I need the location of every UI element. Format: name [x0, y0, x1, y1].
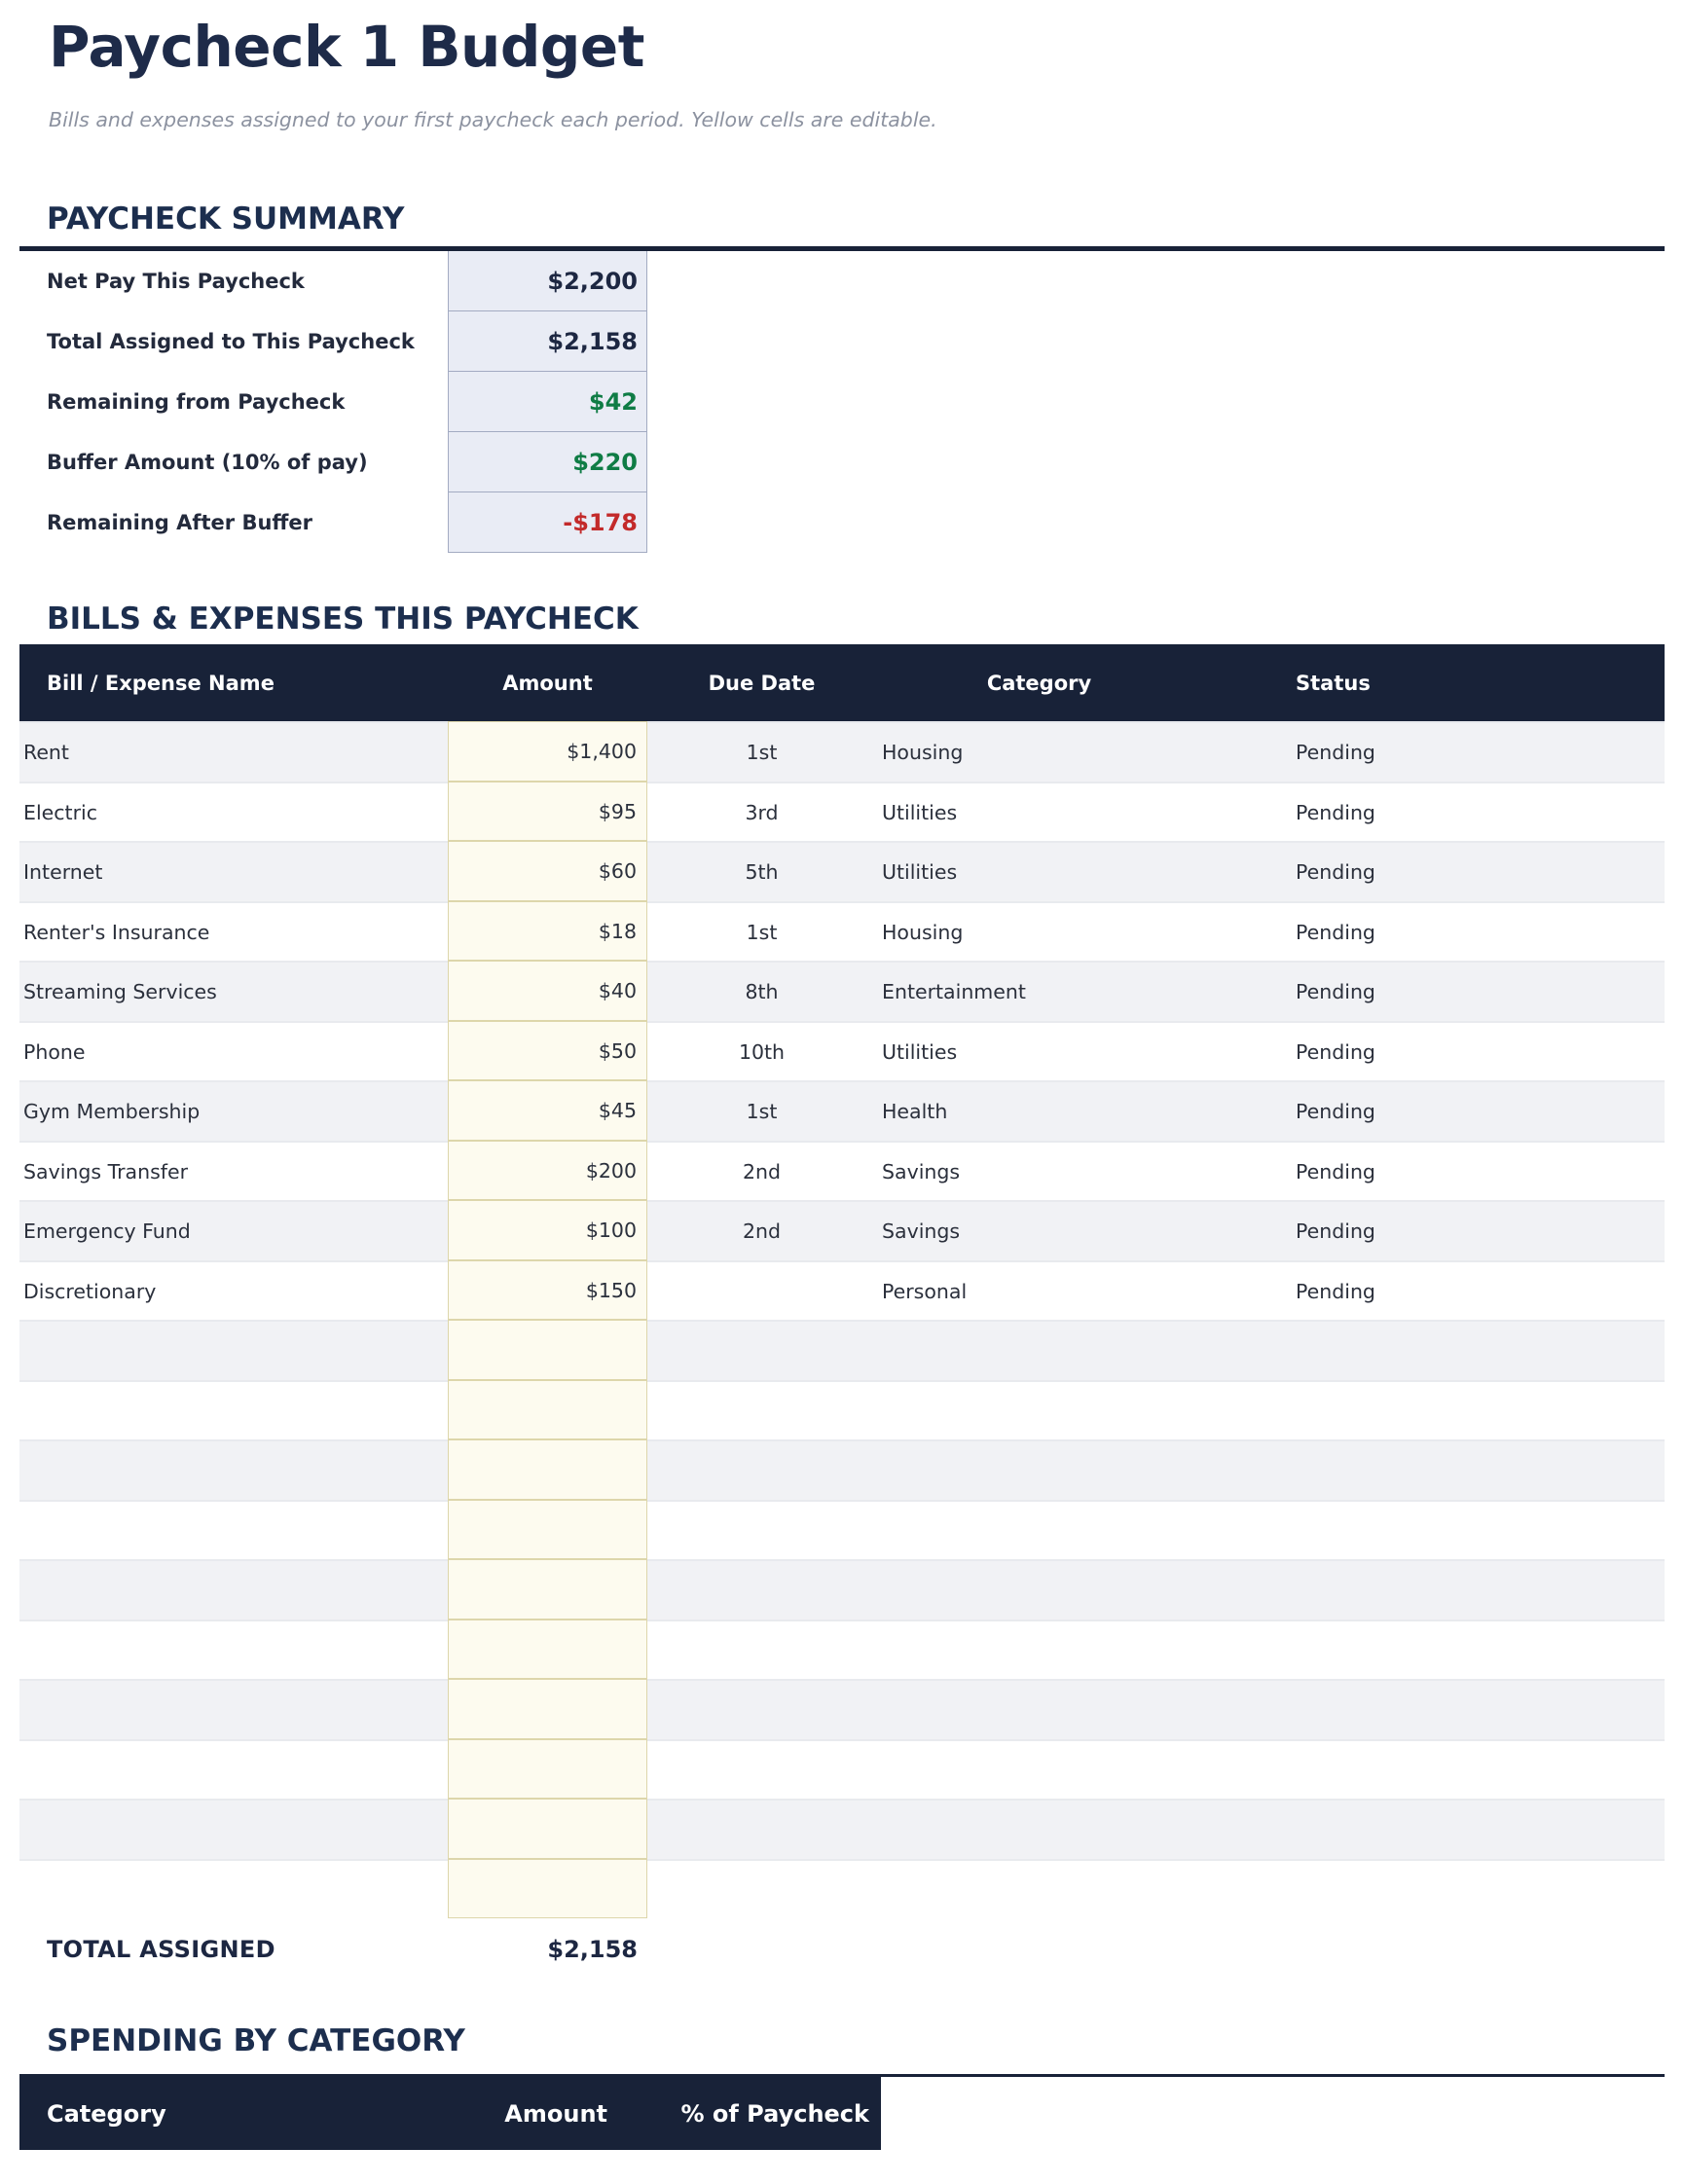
due-date-cell	[647, 1561, 876, 1620]
total-assigned-label: TOTAL ASSIGNED	[47, 1936, 275, 1964]
due-date-cell: 2nd	[742, 1219, 782, 1244]
bill-name-cell	[19, 1502, 448, 1560]
category-cell	[876, 1621, 1202, 1680]
status-cell	[1202, 1502, 1665, 1560]
amount-editable-cell[interactable]: $100	[448, 1200, 647, 1260]
category-cell	[876, 1801, 1202, 1859]
table-row	[19, 721, 1665, 782]
bill-name-cell	[19, 1322, 448, 1380]
summary-row	[19, 372, 1665, 432]
amount-editable-cell[interactable]	[448, 1439, 647, 1500]
summary-row	[19, 311, 1665, 372]
status-cell: Pending	[1296, 1219, 1375, 1244]
bills-table	[19, 644, 1665, 1918]
category-cell: Health	[882, 1100, 948, 1124]
spending-table	[19, 2074, 1665, 2150]
empty-table-row	[19, 1739, 1665, 1800]
status-cell	[1202, 1382, 1665, 1440]
summary-row	[19, 492, 1665, 553]
amount-editable-cell[interactable]	[448, 1859, 647, 1919]
table-row	[19, 782, 1665, 842]
amount-editable-cell[interactable]	[448, 1799, 647, 1859]
bill-name-cell	[19, 1621, 448, 1680]
column-header-pct-of-paycheck: % of Paycheck	[680, 2099, 869, 2128]
bill-name-cell: Streaming Services	[23, 980, 217, 1004]
due-date-cell: 3rd	[745, 800, 779, 824]
summary-row-label: Total Assigned to This Paycheck	[47, 330, 415, 354]
summary-row-value: -$178	[448, 492, 647, 553]
bills-table-header	[19, 644, 1665, 721]
page-subtitle: Bills and expenses assigned to your first paycheck each period. Yellow cells are editable.	[49, 107, 937, 131]
bill-name-cell: Savings Transfer	[23, 1159, 189, 1183]
status-cell	[1202, 1322, 1665, 1380]
bill-name-cell	[19, 1801, 448, 1859]
empty-table-row	[19, 1679, 1665, 1739]
column-header-amount: Amount	[502, 671, 593, 695]
summary-row-label: Net Pay This Paycheck	[47, 270, 305, 294]
due-date-cell: 1st	[746, 741, 778, 765]
column-header-due-date: Due Date	[708, 671, 816, 695]
spending-section-heading: SPENDING BY CATEGORY	[47, 2023, 465, 2059]
table-row	[19, 961, 1665, 1021]
due-date-cell: 5th	[745, 860, 779, 885]
status-cell	[1202, 1801, 1665, 1859]
due-date-cell: 8th	[745, 980, 779, 1004]
table-row	[19, 1200, 1665, 1260]
bill-name-cell: Phone	[23, 1039, 86, 1064]
bill-name-cell: Internet	[23, 860, 103, 885]
due-date-cell	[647, 1322, 876, 1380]
category-cell	[876, 1741, 1202, 1800]
bill-name-cell: Rent	[23, 741, 69, 765]
bill-name-cell	[19, 1382, 448, 1440]
bill-name-cell: Discretionary	[23, 1279, 157, 1303]
due-date-cell: 1st	[746, 1100, 778, 1124]
total-assigned-row	[19, 1918, 1665, 1981]
summary-row-value: $2,158	[448, 311, 647, 372]
status-cell: Pending	[1296, 1039, 1375, 1064]
bill-name-cell: Emergency Fund	[23, 1219, 191, 1244]
status-cell: Pending	[1296, 1159, 1375, 1183]
status-cell: Pending	[1296, 1100, 1375, 1124]
category-cell	[876, 1322, 1202, 1380]
due-date-cell	[647, 1861, 876, 1919]
due-date-cell	[647, 1621, 876, 1680]
status-cell: Pending	[1296, 1279, 1375, 1303]
amount-editable-cell[interactable]	[448, 1500, 647, 1560]
due-date-cell	[647, 1502, 876, 1560]
bill-name-cell	[19, 1441, 448, 1500]
summary-row-value: $42	[448, 372, 647, 432]
status-cell	[1202, 1681, 1665, 1739]
table-row	[19, 841, 1665, 901]
empty-table-row	[19, 1559, 1665, 1620]
amount-editable-cell[interactable]	[448, 1320, 647, 1380]
status-cell: Pending	[1296, 980, 1375, 1004]
due-date-cell	[647, 1801, 876, 1859]
category-cell	[876, 1441, 1202, 1500]
amount-editable-cell[interactable]: $18	[448, 901, 647, 962]
status-cell	[1202, 1441, 1665, 1500]
empty-table-row	[19, 1380, 1665, 1440]
status-cell	[1202, 1561, 1665, 1620]
status-cell	[1202, 1861, 1665, 1919]
category-cell: Savings	[882, 1219, 961, 1244]
empty-table-row	[19, 1439, 1665, 1500]
due-date-cell	[647, 1262, 876, 1321]
amount-editable-cell[interactable]: $45	[448, 1080, 647, 1141]
amount-editable-cell[interactable]	[448, 1679, 647, 1739]
column-header-name: Bill / Expense Name	[47, 671, 275, 695]
summary-row-value: $220	[448, 432, 647, 492]
category-cell	[876, 1382, 1202, 1440]
category-cell	[876, 1861, 1202, 1919]
status-cell: Pending	[1296, 920, 1375, 944]
amount-editable-cell[interactable]	[448, 1620, 647, 1680]
column-header-category: Category	[47, 2099, 166, 2128]
category-cell	[876, 1561, 1202, 1620]
status-cell: Pending	[1296, 741, 1375, 765]
empty-table-row	[19, 1320, 1665, 1380]
empty-table-row	[19, 1859, 1665, 1919]
table-row	[19, 1080, 1665, 1141]
due-date-cell	[647, 1741, 876, 1800]
column-header-category: Category	[986, 671, 1092, 695]
bill-name-cell: Gym Membership	[23, 1100, 201, 1124]
status-cell: Pending	[1296, 860, 1375, 885]
category-cell: Utilities	[882, 1039, 958, 1064]
amount-editable-cell[interactable]: $95	[448, 782, 647, 842]
bill-name-cell	[19, 1681, 448, 1739]
amount-editable-cell[interactable]: $60	[448, 841, 647, 901]
summary-row-value: $2,200	[448, 251, 647, 311]
bills-section-heading: BILLS & EXPENSES THIS PAYCHECK	[47, 601, 639, 637]
status-cell	[1202, 1621, 1665, 1680]
budget-sheet	[19, 14, 1665, 2150]
status-cell: Pending	[1296, 800, 1375, 824]
summary-row	[19, 432, 1665, 492]
summary-row-label: Buffer Amount (10% of pay)	[47, 451, 368, 475]
bill-name-cell: Renter's Insurance	[23, 920, 210, 944]
table-row	[19, 901, 1665, 962]
table-row	[19, 1021, 1665, 1081]
category-cell: Utilities	[882, 860, 958, 885]
category-cell: Housing	[882, 920, 964, 944]
due-date-cell: 1st	[746, 920, 778, 944]
spending-table-header	[19, 2077, 881, 2150]
amount-editable-cell[interactable]	[448, 1739, 647, 1800]
due-date-cell	[647, 1441, 876, 1500]
page-title: Paycheck 1 Budget	[49, 14, 644, 80]
empty-table-row	[19, 1500, 1665, 1560]
amount-editable-cell[interactable]: $200	[448, 1141, 647, 1201]
summary-section-heading: PAYCHECK SUMMARY	[47, 201, 405, 237]
status-cell	[1202, 1741, 1665, 1800]
amount-editable-cell[interactable]: $1,400	[448, 721, 647, 782]
summary-row-label: Remaining from Paycheck	[47, 390, 346, 415]
category-cell: Housing	[882, 741, 964, 765]
bill-name-cell	[19, 1861, 448, 1919]
empty-table-row	[19, 1799, 1665, 1859]
category-cell	[876, 1681, 1202, 1739]
due-date-cell: 10th	[738, 1039, 786, 1064]
amount-editable-cell[interactable]: $50	[448, 1021, 647, 1081]
summary-row	[19, 251, 1665, 311]
table-row	[19, 1260, 1665, 1321]
bill-name-cell: Electric	[23, 800, 97, 824]
due-date-cell: 2nd	[742, 1159, 782, 1183]
amount-editable-cell[interactable]	[448, 1559, 647, 1620]
category-cell: Savings	[882, 1159, 961, 1183]
summary-row-label: Remaining After Buffer	[47, 511, 313, 535]
bill-name-cell	[19, 1561, 448, 1620]
category-cell: Entertainment	[882, 980, 1026, 1004]
due-date-cell	[647, 1382, 876, 1440]
bill-name-cell	[19, 1741, 448, 1800]
table-row	[19, 1141, 1665, 1201]
total-assigned-value: $2,158	[547, 1936, 638, 1964]
due-date-cell	[647, 1681, 876, 1739]
column-header-status: Status	[1296, 671, 1371, 695]
amount-editable-cell[interactable]: $150	[448, 1260, 647, 1321]
amount-editable-cell[interactable]: $40	[448, 961, 647, 1021]
amount-editable-cell[interactable]	[448, 1380, 647, 1440]
column-header-amount: Amount	[504, 2099, 607, 2128]
category-cell: Utilities	[882, 800, 958, 824]
paycheck-summary-table	[19, 251, 1665, 553]
empty-table-row	[19, 1620, 1665, 1680]
category-cell: Personal	[882, 1279, 968, 1303]
category-cell	[876, 1502, 1202, 1560]
